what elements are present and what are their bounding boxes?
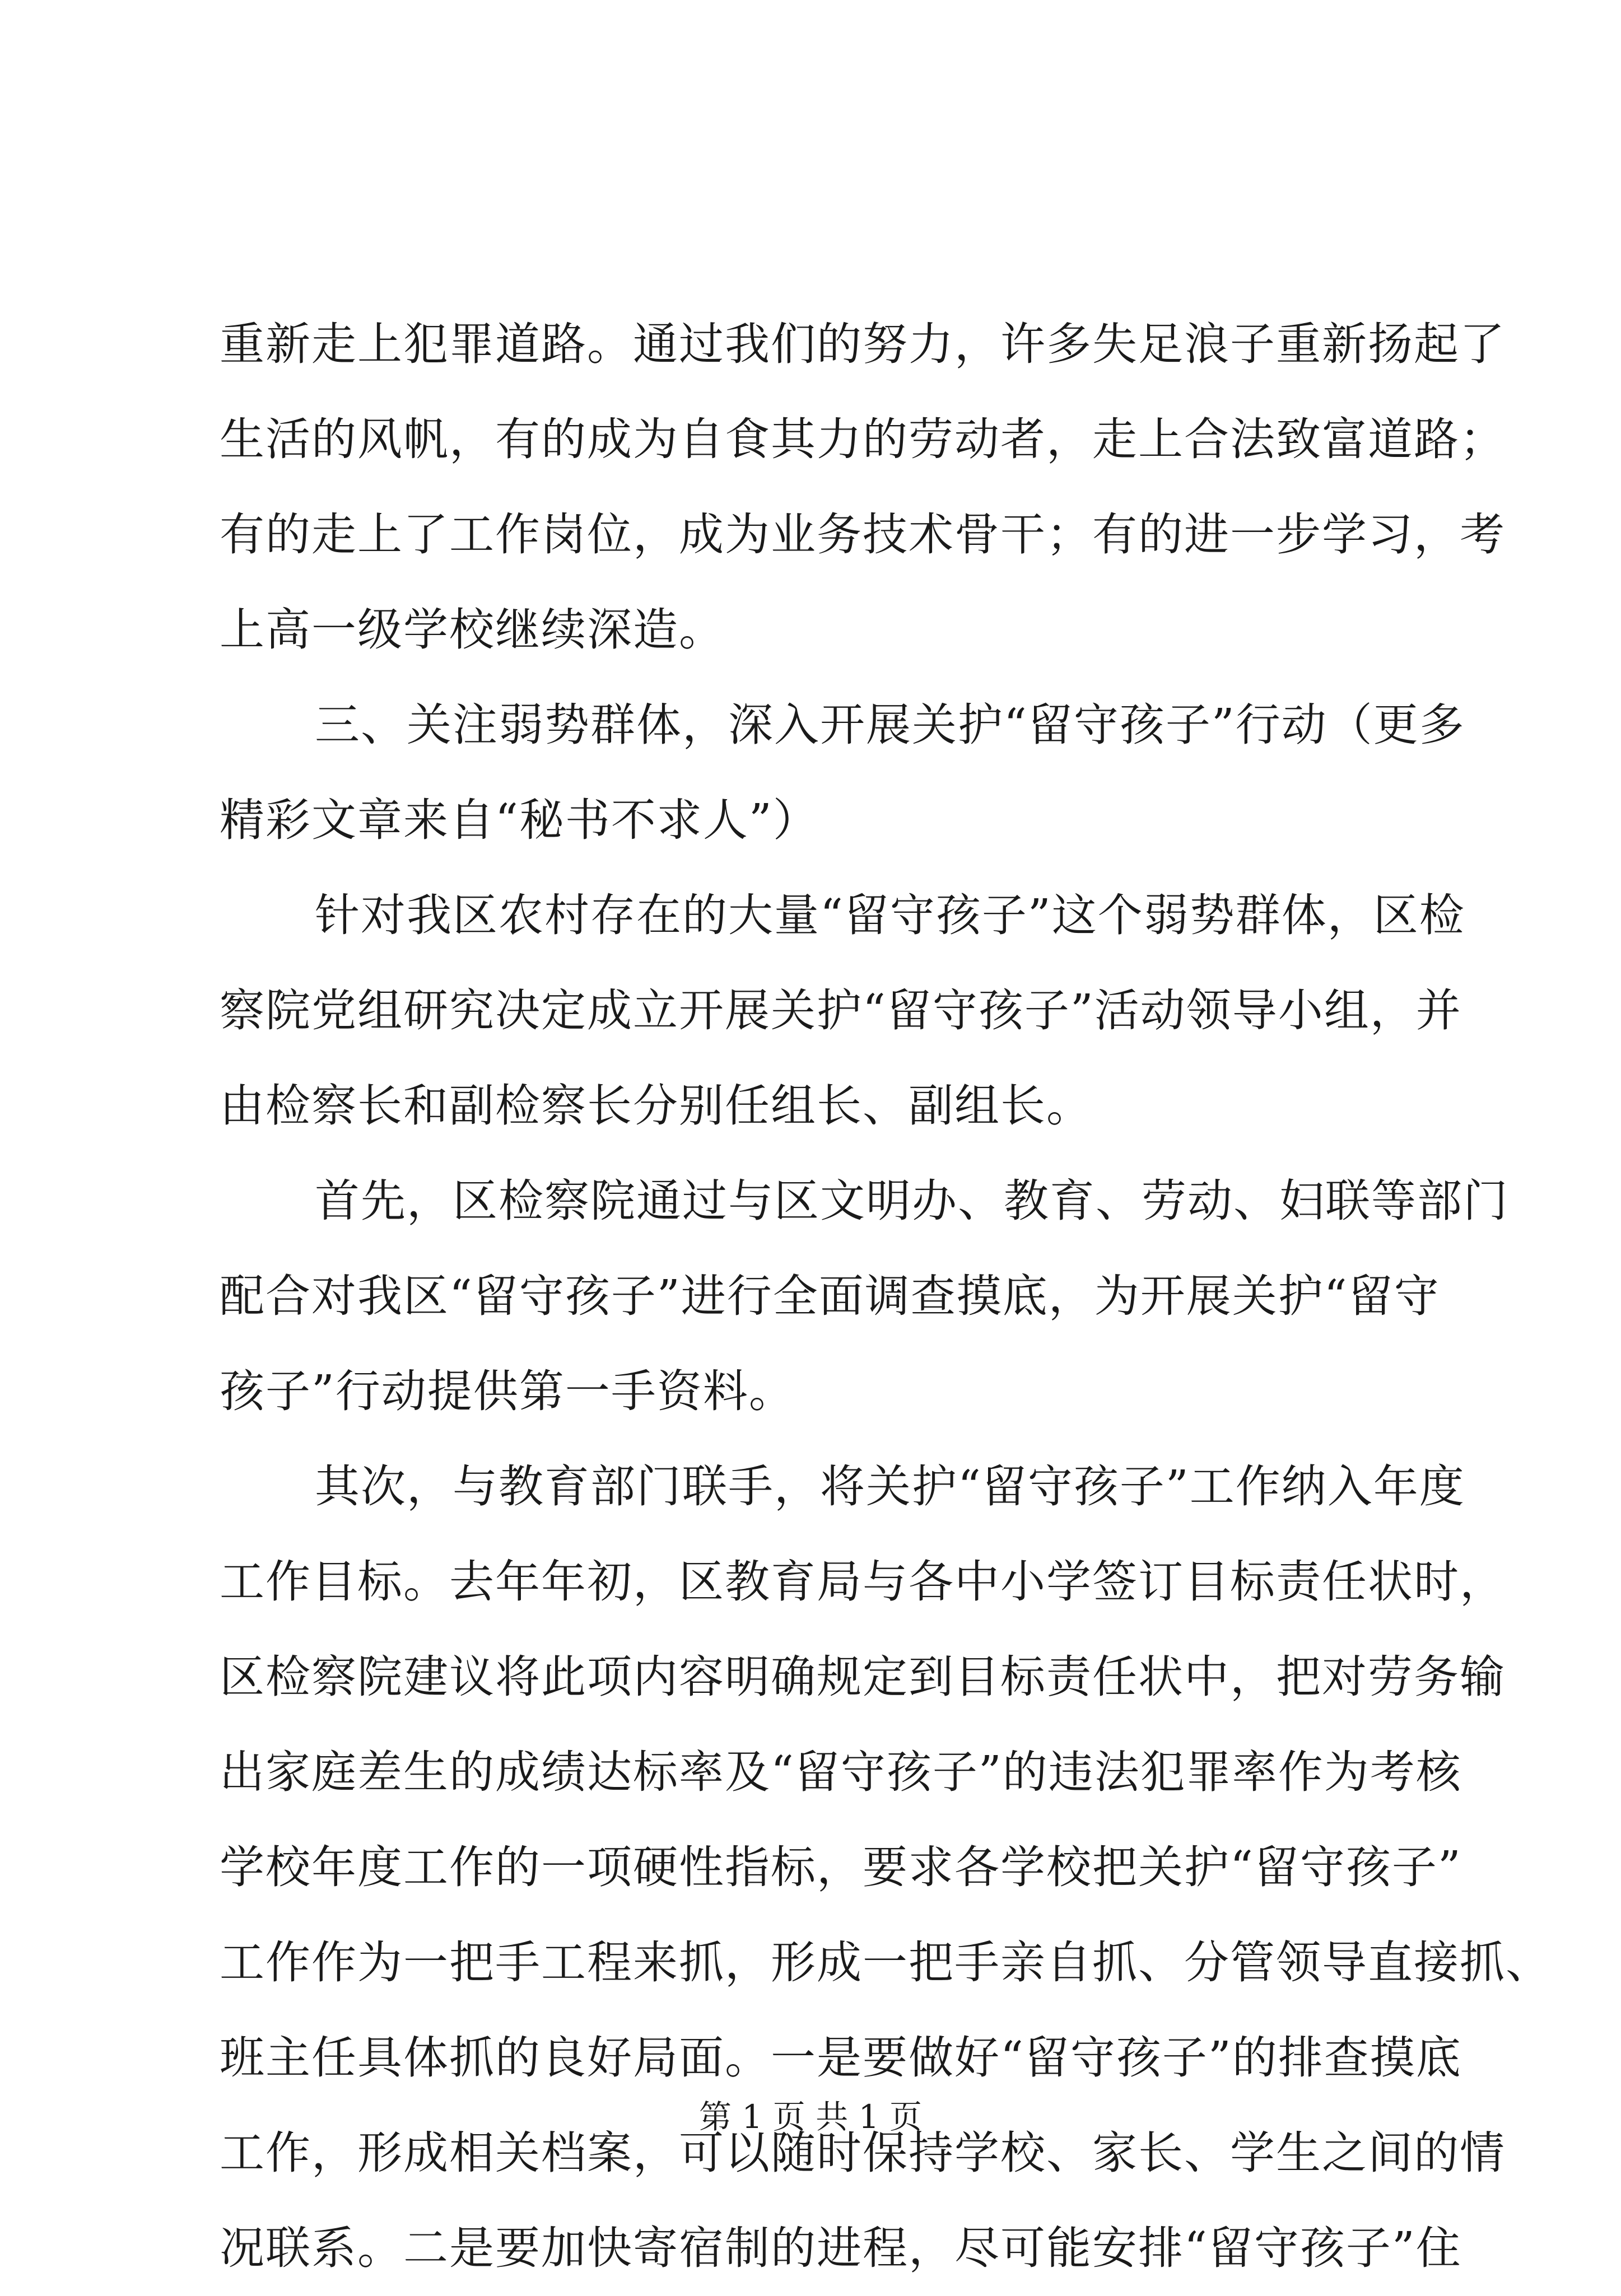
text-line: 察院党组研究决定成立开展关护“留守孩子”活动领导小组，并 (220, 984, 1462, 1037)
text-line: 学校年度工作的一项硬性指标，要求各学校把关护“留守孩子” (220, 1841, 1462, 1893)
text-line: 工作，形成相关档案，可以随时保持学校、家长、学生之间的情 (220, 2127, 1506, 2179)
text-line: 工作目标。去年年初，区教育局与各中小学签订目标责任状时， (220, 1556, 1506, 1608)
text-line: 其次，与教育部门联手，将关护“留守孩子”工作纳入年度 (315, 1460, 1465, 1513)
document-body (220, 297, 1552, 2296)
text-line: 由检察长和副检察长分别任组长、副组长。 (220, 1080, 1092, 1132)
text-line: 工作作为一把手工程来抓，形成一把手亲自抓、分管领导直接抓、 (220, 1936, 1552, 1989)
section-heading-line: 三、关注弱势群体，深入开展关护“留守孩子”行动（更多 (315, 699, 1465, 751)
text-line: 区检察院建议将此项内容明确规定到目标责任状中，把对劳务输 (220, 1651, 1506, 1703)
section-heading-line: 精彩文章来自“秘书不求人”） (220, 794, 819, 846)
text-line: 有的走上了工作岗位，成为业务技术骨干；有的进一步学习，考 (220, 508, 1506, 561)
text-line: 生活的风帆，有的成为自食其力的劳动者，走上合法致富道路； (220, 413, 1506, 465)
text-line: 上高一级学校继续深造。 (220, 604, 725, 656)
text-line: 孩子”行动提供第一手资料。 (220, 1365, 795, 1417)
text-line: 况联系。二是要加快寄宿制的进程，尽可能安排“留守孩子”住 (220, 2222, 1462, 2274)
text-line: 针对我区农村存在的大量“留守孩子”这个弱势群体，区检 (315, 889, 1465, 941)
text-line: 班主任具体抓的良好局面。一是要做好“留守孩子”的排查摸底 (220, 2032, 1462, 2084)
text-line: 配合对我区“留守孩子”进行全面调查摸底，为开展关护“留守 (220, 1270, 1440, 1322)
text-line: 首先，区检察院通过与区文明办、教育、劳动、妇联等部门 (315, 1175, 1509, 1227)
page-number-footer: 第 1 页 共 1 页 (699, 2098, 922, 2136)
text-line: 重新走上犯罪道路。通过我们的努力，许多失足浪子重新扬起了 (220, 318, 1506, 370)
text-line: 出家庭差生的成绩达标率及“留守孩子”的违法犯罪率作为考核 (220, 1746, 1462, 1798)
